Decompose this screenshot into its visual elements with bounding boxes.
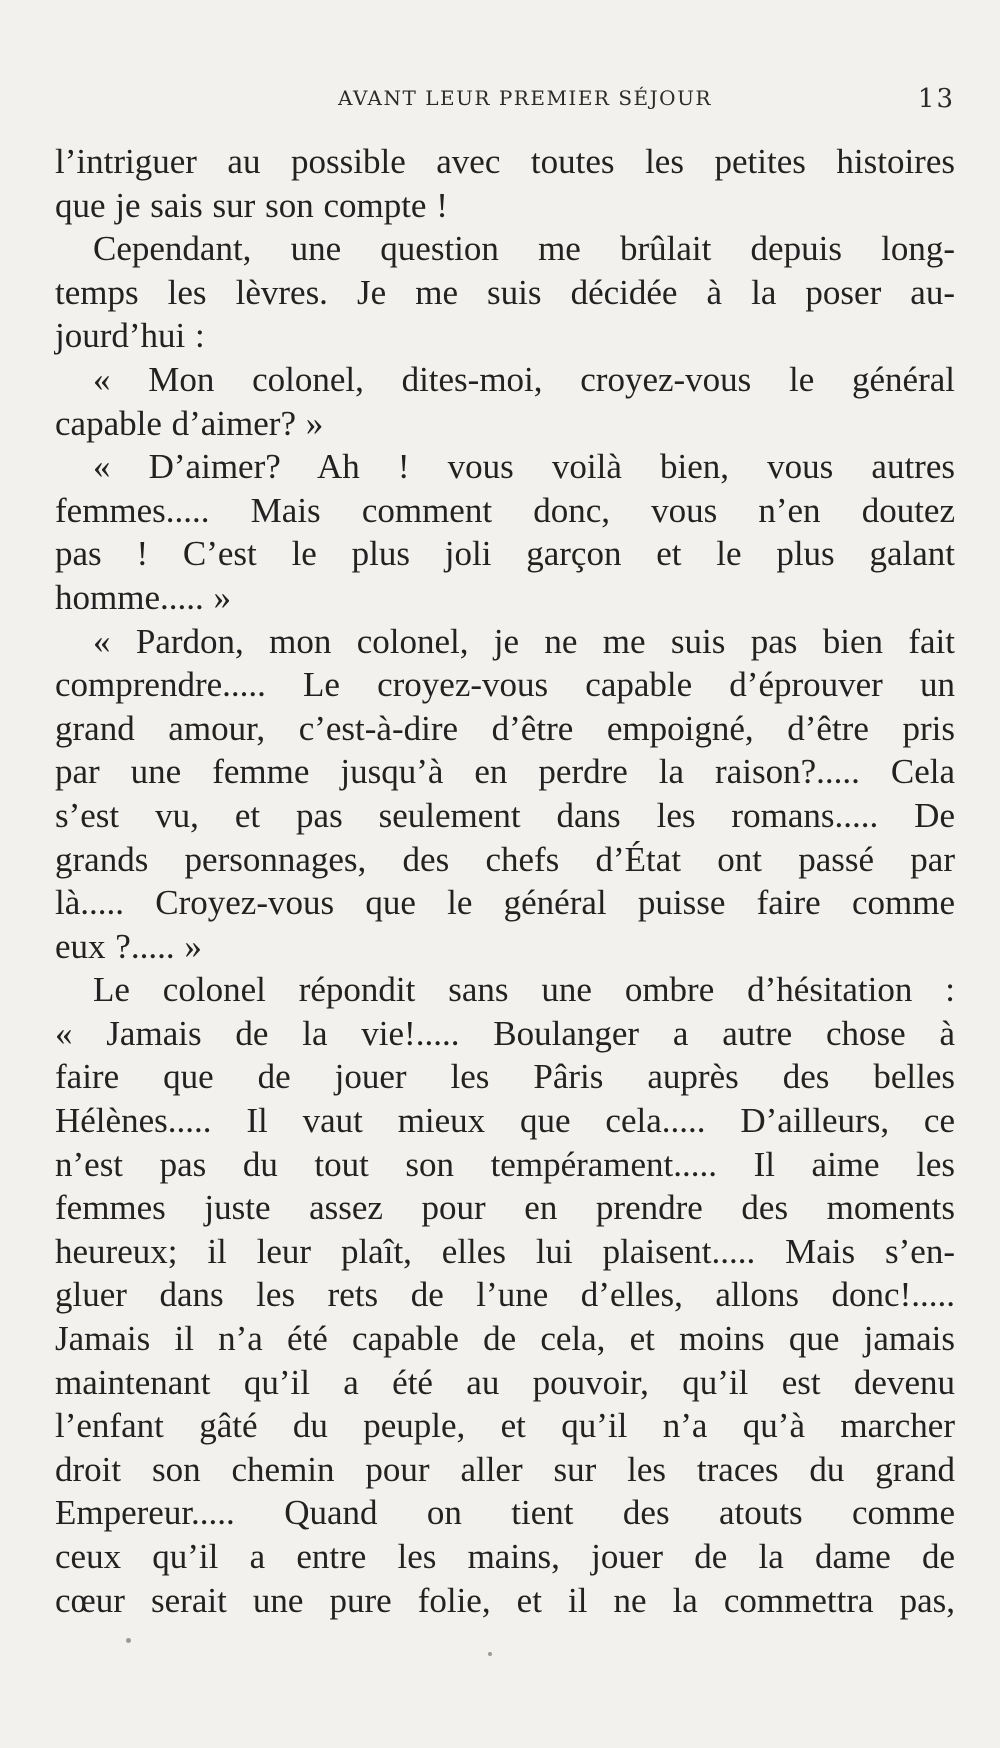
text-line: là..... Croyez-vous que le général puisse faire comme: [55, 883, 955, 923]
text-line: jourd’hui :: [55, 316, 205, 356]
text-line: femmes..... Mais comment donc, vous n’en doutez: [55, 490, 955, 530]
text-line: l’intriguer au possible avec toutes les petites histoires: [55, 142, 955, 181]
text-line: « Mon colonel, dites-moi, croyez-vous le général: [93, 359, 955, 399]
text-line: droit son chemin pour aller sur les traces du grand: [55, 1449, 955, 1489]
text-line: grand amour, c’est-à-dire d’être empoigné, d’être pris: [55, 708, 955, 748]
text-line: heureux; il leur plaît, elles lui plaisent..... Mais s’en-: [55, 1231, 955, 1271]
text-line: temps les lèvres. Je me suis décidée à la poser au-: [55, 272, 955, 312]
text-line: comprendre..... Le croyez-vous capable d’éprouver un: [55, 665, 955, 705]
text-line: que je sais sur son compte !: [55, 185, 448, 225]
text-line: eux ?..... »: [55, 926, 202, 966]
text-line: par une femme jusqu’à en perdre la raison?..... Cela: [55, 752, 955, 792]
text-line: « Jamais de la vie!..... Boulanger a autre chose à: [55, 1013, 955, 1053]
text-line: faire que de jouer les Pâris auprès des belles: [55, 1057, 955, 1097]
text-line: Cependant, une question me brûlait depuis long-: [93, 229, 955, 269]
text-line: Le colonel répondit sans une ombre d’hésitation :: [93, 970, 955, 1010]
text-line: ceux qu’il a entre les mains, jouer de la dame de: [55, 1537, 955, 1576]
text-line: homme..... »: [55, 577, 231, 617]
text-line: femmes juste assez pour en prendre des moments: [55, 1188, 955, 1228]
paper-speck: [126, 1638, 131, 1643]
running-header: [55, 84, 955, 114]
text-line: « Pardon, mon colonel, je ne me suis pas bien fait: [93, 621, 955, 661]
text-line: Jamais il n’a été capable de cela, et moins que jamais: [55, 1319, 955, 1359]
text-line: grands personnages, des chefs d’État ont passé par: [55, 839, 955, 879]
text-line: gluer dans les rets de l’une d’elles, allons donc!.....: [55, 1275, 955, 1315]
text-line: pas ! C’est le plus joli garçon et le plus galant: [55, 534, 955, 574]
text-line: Empereur..... Quand on tient des atouts comme: [55, 1493, 955, 1533]
text-line: « D’aimer? Ah ! vous voilà bien, vous autres: [93, 447, 955, 487]
text-line: l’enfant gâté du peuple, et qu’il n’a qu’à marcher: [55, 1406, 955, 1446]
body-text: [55, 140, 955, 1622]
text-line: s’est vu, et pas seulement dans les romans..... De: [55, 795, 955, 835]
running-title: AVANT LEUR PREMIER SÉJOUR: [338, 86, 712, 110]
text-line: maintenant qu’il a été au pouvoir, qu’il est devenu: [55, 1362, 955, 1402]
paper-speck: [488, 1652, 492, 1656]
text-line: Hélènes..... Il vaut mieux que cela..... D’ailleurs, ce: [55, 1101, 955, 1141]
text-line: n’est pas du tout son tempérament..... Il aime les: [55, 1144, 955, 1184]
page-number: 13: [917, 84, 955, 114]
text-line: cœur serait une pure folie, et il ne la commettra pas,: [55, 1580, 955, 1620]
text-line: capable d’aimer? »: [55, 403, 324, 443]
